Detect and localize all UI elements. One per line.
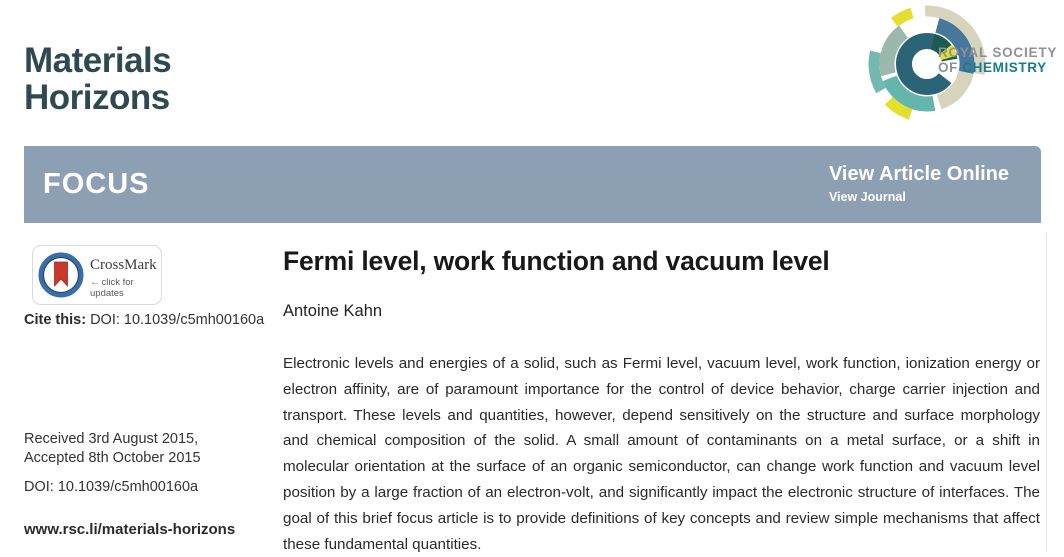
article-author: Antoine Kahn [283, 302, 383, 320]
view-article-online-link[interactable]: View Article Online [828, 163, 1009, 185]
crossmark-tagline: ← click for updates [90, 277, 134, 299]
crossmark-icon [38, 252, 84, 298]
crossmark-label: CrossMark [90, 257, 157, 273]
section-banner [24, 146, 1041, 223]
accepted-date: Accepted 8th October 2015 [24, 450, 201, 466]
crossmark-badge[interactable] [32, 245, 162, 305]
cite-this-line [24, 312, 264, 328]
page-edge-rule [1046, 233, 1047, 552]
cite-this-label: Cite this: [24, 312, 91, 328]
view-journal-link[interactable]: View Journal [828, 190, 906, 204]
rsc-logo [868, 4, 1064, 128]
journal-logo [24, 42, 171, 116]
journal-url-link[interactable]: www.rsc.li/materials-horizons [24, 521, 236, 538]
rsc-publisher-name-line1: ROYAL SOCIETY [938, 45, 1058, 60]
article-abstract: Electronic levels and energies of a solid, such as Fermi level, vacuum level, work function, ionization energy or electron affinity, are of paramount importance for the control of device behavior, charge carrier injection and transport. These levels and quantities, however, depend sensitively on the structure and surface morphology and chemical composition of the solid. A small amount of contaminants on a metal surface, or a shift in molecular orientation at the surface of an organic semiconductor, can change work function and vacuum level position by a large fraction of an electron-volt, and significantly impact the electronic structure of interfaces. The goal of this brief focus article is to provide definitions of key concepts and review simple mechanisms that affect these fundamental quantities. [283, 355, 1040, 553]
left-arrow-icon: ← [90, 277, 100, 288]
section-label: FOCUS [43, 168, 150, 200]
received-date: Received 3rd August 2015, [24, 431, 199, 447]
cite-this-doi[interactable]: DOI: 10.1039/c5mh00160a [90, 312, 265, 328]
banner-links [829, 163, 1009, 204]
journal-logo-line1: Materials [24, 41, 172, 80]
rsc-publisher-name-line2: OF CHEMISTRY [938, 60, 1047, 75]
received-accepted-block [24, 430, 201, 468]
doi-line: DOI: 10.1039/c5mh00160a [24, 479, 199, 495]
article-title: Fermi level, work function and vacuum level [283, 246, 830, 276]
journal-logo-line2: Horizons [24, 78, 170, 117]
